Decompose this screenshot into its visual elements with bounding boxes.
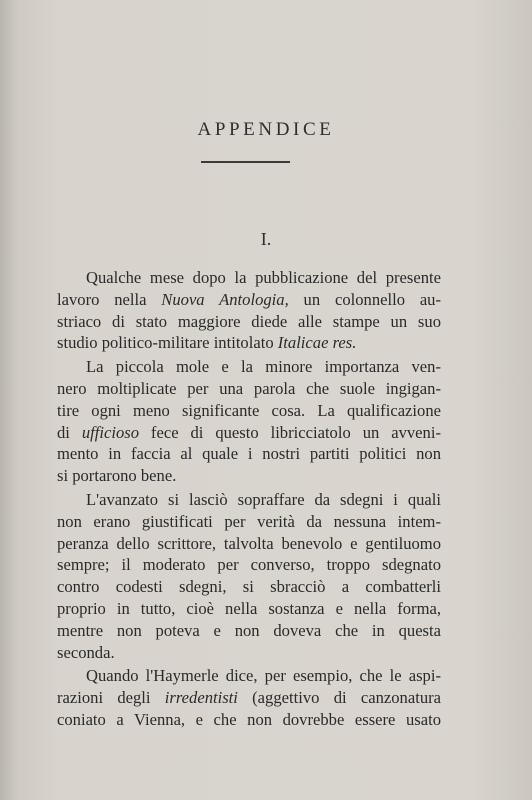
text-line <box>57 620 441 642</box>
text-run: lavoro nella <box>57 289 162 309</box>
text-run: tire ogni meno significante cosa. La qualificazione <box>57 400 441 420</box>
text-run: mento in faccia al quale i nostri partiti politici non <box>57 444 441 464</box>
text-line <box>57 267 441 289</box>
text-run: Quando l'Haymerle dice, per esempio, che le aspi- <box>86 666 441 686</box>
text-run: La piccola mole e la minore importanza ven- <box>86 357 441 377</box>
text-line <box>57 489 441 511</box>
body-text <box>57 267 441 731</box>
text-line <box>57 576 441 598</box>
title-rule <box>201 161 290 163</box>
text-run: contro codesti sdegni, si sbracciò a combatterli <box>57 577 441 597</box>
text-run: L'avanzato si lasciò sopraffare da sdegni i quali <box>86 489 441 509</box>
text-run: mentre non poteva e non doveva che in questa <box>57 620 441 640</box>
paragraph <box>57 665 441 730</box>
italic-text: Italicae res. <box>277 333 357 353</box>
italic-text: ufficioso <box>81 422 139 442</box>
text-line <box>57 687 441 709</box>
text-run: seconda. <box>57 642 115 662</box>
text-line <box>57 311 441 333</box>
text-run: proprio in tutto, cioè nella sostanza e nella forma, <box>57 598 441 618</box>
text-line <box>57 511 441 533</box>
text-run: (aggettivo di canzonatura <box>237 688 442 708</box>
text-run: razioni degli <box>57 688 165 708</box>
text-run: striaco di stato maggiore diede alle stampe un suo <box>57 311 441 331</box>
text-line <box>57 465 441 487</box>
paragraph <box>57 489 441 663</box>
text-run: Qualche mese dopo la pubblicazione del presente <box>86 268 441 287</box>
text-line <box>57 443 441 465</box>
text-run: nero moltiplicate per una parola che suole ingigan- <box>57 378 441 398</box>
text-line <box>57 665 441 687</box>
text-run: sempre; il moderato per converso, troppo sdegnato <box>57 555 441 575</box>
text-line <box>57 642 441 664</box>
text-run: si portarono bene. <box>57 466 177 486</box>
text-line <box>57 356 441 378</box>
text-run: di <box>57 422 82 442</box>
text-line <box>57 554 441 576</box>
text-run: non erano giustificati per verità da nessuna intem- <box>57 511 441 531</box>
text-line <box>57 422 441 444</box>
paragraph <box>57 267 441 354</box>
text-line <box>57 709 441 731</box>
text-line <box>57 332 441 354</box>
text-line <box>57 289 441 311</box>
italic-text: irredentisti <box>164 688 238 708</box>
text-run: un colonnello au- <box>288 289 442 309</box>
text-line <box>57 533 441 555</box>
section-number: I. <box>260 229 272 249</box>
text-line <box>57 400 441 422</box>
paragraph <box>57 356 441 487</box>
text-line <box>57 378 441 400</box>
appendix-title: APPENDICE <box>197 119 335 140</box>
italic-text: Nuova Antologia, <box>161 289 289 309</box>
text-run: peranza dello scrittore, talvolta benevolo e gentiluomo <box>57 533 441 553</box>
text-line <box>57 598 441 620</box>
text-run: coniato a Vienna, e che non dovrebbe essere usato <box>57 709 441 729</box>
text-run: fece di questo libricciatolo un avveni- <box>139 422 441 442</box>
text-run: studio politico-militare intitolato <box>57 333 278 353</box>
